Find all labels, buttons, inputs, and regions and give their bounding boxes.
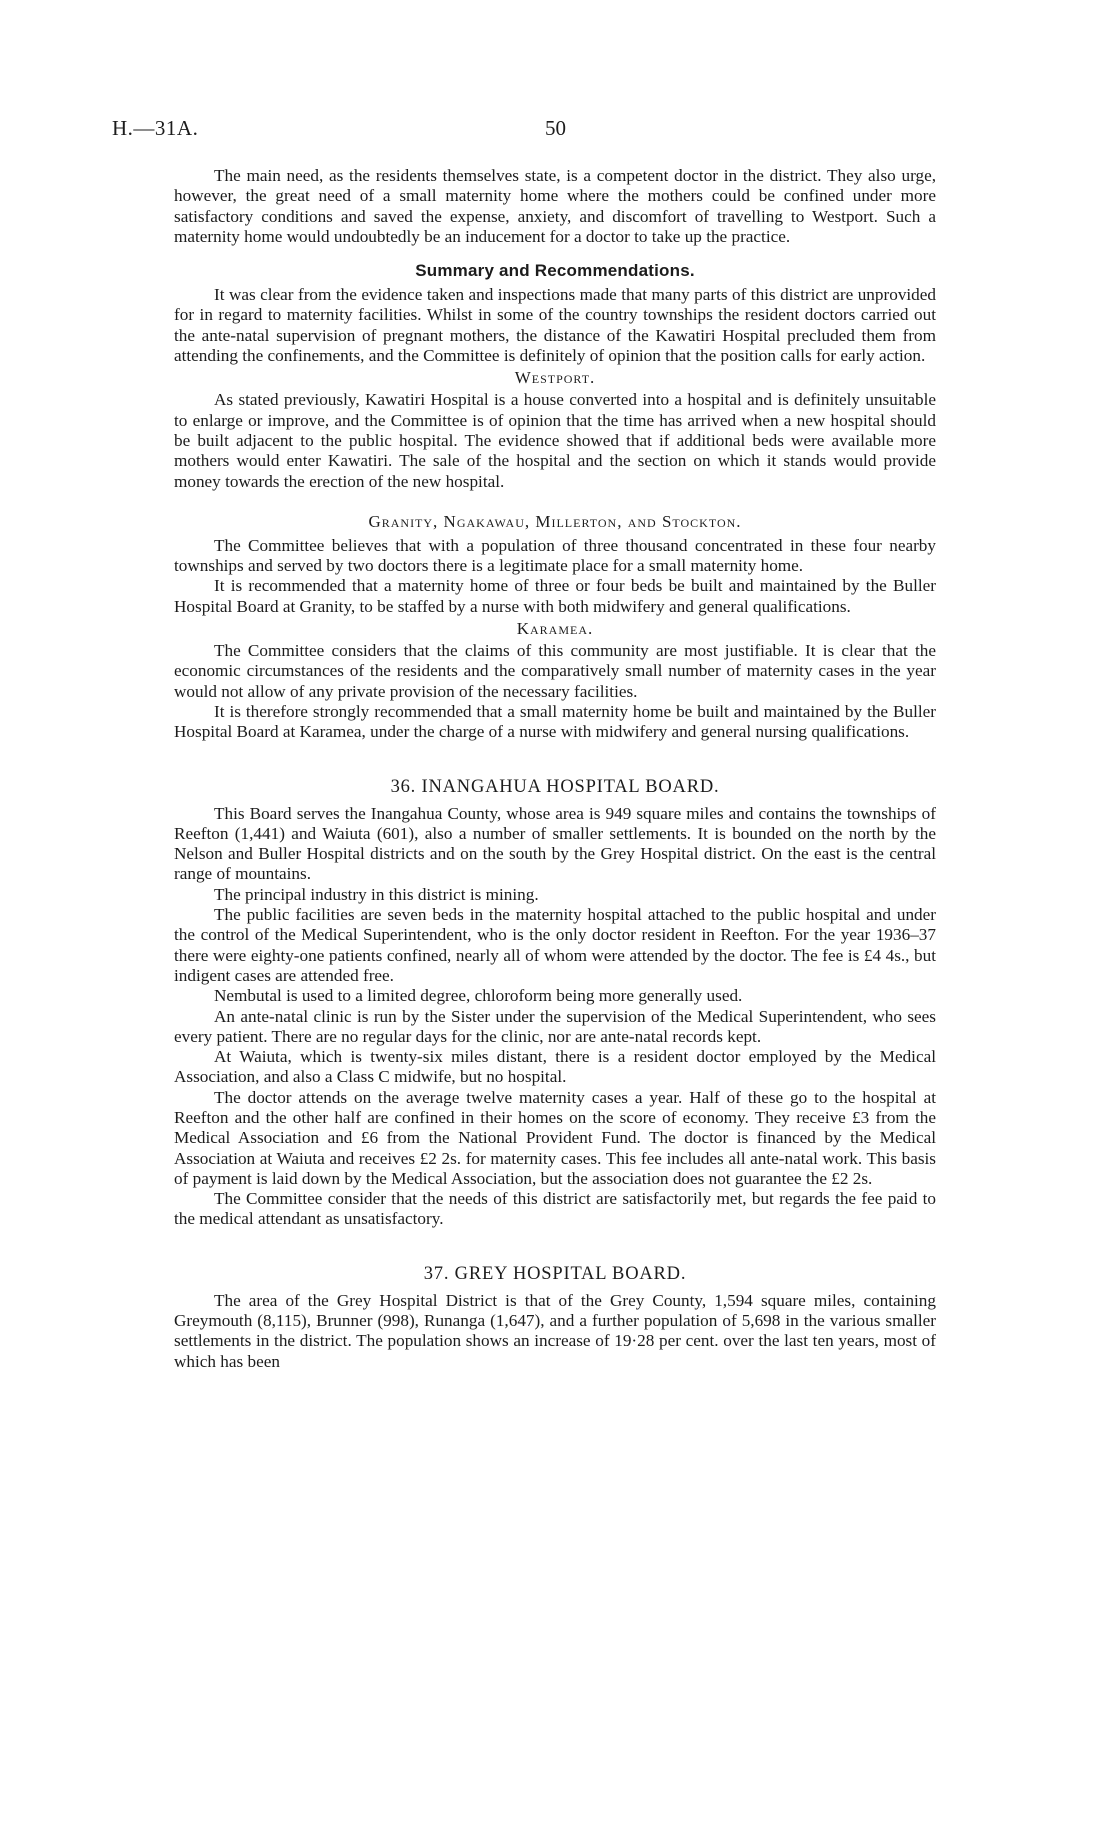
section-heading-summary: Summary and Recommendations.: [415, 261, 695, 281]
paragraph: It was clear from the evidence taken and inspections made that many parts of this district are unprovided for in regard to maternity facilities. Whilst in some of the country townships the resident doctors carried out the ante-natal supervision of pregnant mothers, the distance of the Kawatiri Hospital precluded them from attending the confinements, and the Committee is definitely of opinion that the position calls for early action.: [174, 285, 936, 366]
subheading-granity: Granity, Ngakawau, Millerton, and Stockton.: [368, 511, 742, 531]
page-number: 50: [545, 116, 566, 140]
paragraph: The Committee consider that the needs of this district are satisfactorily met, but regards the fee paid to the medical attendant as unsatisfactory.: [174, 1189, 936, 1229]
paragraph: An ante-natal clinic is run by the Sister under the supervision of the Medical Superintendent, who sees every patient. There are no regular days for the clinic, nor are ante-natal records kept.: [174, 1006, 936, 1046]
paragraph: Nembutal is used to a limited degree, chloroform being more generally used.: [214, 986, 743, 1006]
subheading-westport: Westport.: [514, 368, 596, 388]
paragraph: The principal industry in this district is mining.: [214, 884, 539, 904]
paragraph: The Committee considers that the claims of this community are most justifiable. It is clear that the economic circumstances of the residents and the comparatively small number of maternity cases in the year would not allow of any private provision of the necessary facilities.: [174, 641, 936, 701]
paragraph: At Waiuta, which is twenty-six miles distant, there is a resident doctor employed by the Medical Association, and also a Class C midwife, but no hospital.: [174, 1047, 936, 1087]
document-body: [174, 166, 936, 1372]
section-heading-grey: 37. GREY HOSPITAL BOARD.: [423, 1263, 687, 1284]
paragraph: The area of the Grey Hospital District is that of the Grey County, 1,594 square miles, containing Greymouth (8,115), Brunner (998), Runanga (1,647), and a further population of 5,698 in the various smaller settlements in the district. The population shows an increase of 19·28 per cent. over the last ten years, most of which has been: [174, 1290, 936, 1371]
section-heading-inangahua: 36. INANGAHUA HOSPITAL BOARD.: [390, 776, 720, 797]
document-reference: H.—31A.: [112, 116, 199, 140]
paragraph: It is recommended that a maternity home of three or four beds be built and maintained by the Buller Hospital Board at Granity, to be staffed by a nurse with both midwifery and general qualifications.: [174, 576, 936, 616]
paragraph: The doctor attends on the average twelve maternity cases a year. Half of these go to the hospital at Reefton and the other half are confined in their homes on the score of economy. They receive £3 from the Medical Association and £6 from the National Provident Fund. The doctor is financed by the Medical Association at Waiuta and receives £2 2s. for maternity cases. This fee includes all ante-natal work. This basis of payment is laid down by the Medical Association, but the association does not guarantee the £2 2s.: [174, 1087, 936, 1188]
paragraph: The main need, as the residents themselves state, is a competent doctor in the district. They also urge, however, the great need of a small maternity home where the mothers could be confined under more satisfactory conditions and saved the expense, anxiety, and discomfort of travelling to Westport. Such a maternity home would undoubtedly be an inducement for a doctor to take up the practice.: [174, 166, 936, 246]
paragraph: This Board serves the Inangahua County, whose area is 949 square miles and contains the townships of Reefton (1,441) and Waiuta (601), also a number of smaller settlements. It is bounded on the north by the Nelson and Buller Hospital districts and on the south by the Grey Hospital district. On the east is the central range of mountains.: [174, 803, 936, 884]
paragraph: The Committee believes that with a population of three thousand concentrated in these four nearby townships and served by two doctors there is a legitimate place for a small maternity home.: [174, 535, 936, 576]
subheading-karamea: Karamea.: [516, 619, 594, 639]
paragraph: It is therefore strongly recommended that a small maternity home be built and maintained by the Buller Hospital Board at Karamea, under the charge of a nurse with midwifery and general nursing qualifications.: [174, 701, 936, 742]
paragraph: The public facilities are seven beds in the maternity hospital attached to the public hospital and under the control of the Medical Superintendent, who is the only doctor resident in Reefton. For the year 1936–37 there were eighty-one patients confined, nearly all of whom were attended by the doctor. The fee is £4 4s., but indigent cases are attended free.: [174, 905, 936, 985]
paragraph: As stated previously, Kawatiri Hospital is a house converted into a hospital and is definitely unsuitable to enlarge or improve, and the Committee is of opinion that the time has arrived when a new hospital should be built adjacent to the public hospital. The evidence showed that if additional beds were available more mothers would enter Kawatiri. The sale of the hospital and the section on which it stands would provide money towards the erection of the new hospital.: [174, 390, 936, 491]
